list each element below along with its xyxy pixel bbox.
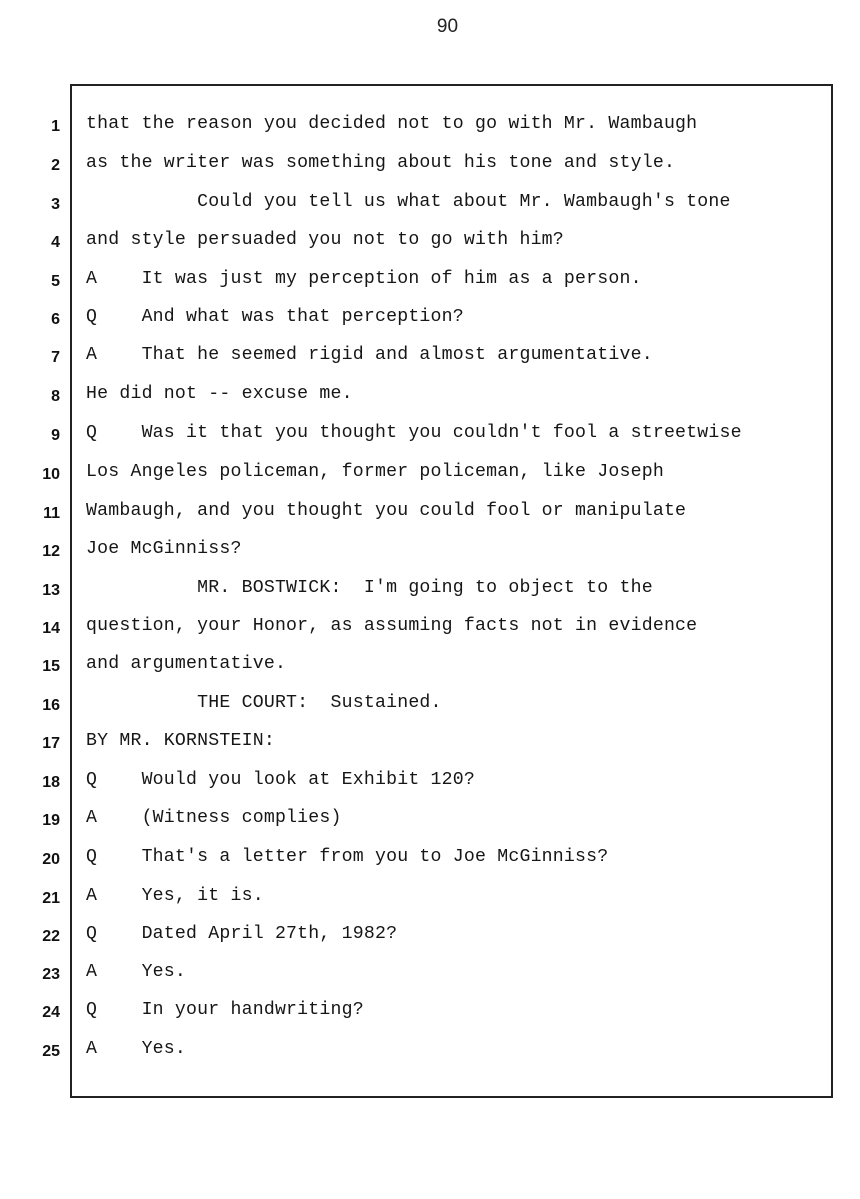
line-text: MR. BOSTWICK: I'm going to object to the [86, 578, 653, 598]
line-number: 8 [51, 388, 60, 405]
line-number: 25 [42, 1043, 60, 1060]
line-text: BY MR. KORNSTEIN: [86, 731, 275, 751]
line-number: 18 [42, 774, 60, 791]
transcript-line [0, 458, 860, 497]
transcript-line [0, 535, 860, 574]
line-number: 1 [51, 118, 60, 135]
line-number: 16 [42, 697, 60, 714]
line-text: Q In your handwriting? [86, 1000, 364, 1020]
line-text: and style persuaded you not to go with him? [86, 230, 564, 250]
line-text: He did not -- excuse me. [86, 384, 353, 404]
transcript-line [0, 689, 860, 728]
line-number: 9 [51, 427, 60, 444]
line-text: Los Angeles policeman, former policeman, like Joseph [86, 462, 664, 482]
line-number: 14 [42, 620, 60, 637]
transcript-line [0, 188, 860, 227]
line-number: 12 [42, 543, 60, 560]
line-text: Q Would you look at Exhibit 120? [86, 770, 475, 790]
transcript-line [0, 920, 860, 959]
line-text: A That he seemed rigid and almost argumentative. [86, 345, 653, 365]
transcript-line [0, 882, 860, 921]
transcript-line [0, 727, 860, 766]
line-number: 17 [42, 735, 60, 752]
transcript-line [0, 766, 860, 805]
line-number: 4 [51, 234, 60, 251]
line-number: 19 [42, 812, 60, 829]
line-number: 15 [42, 658, 60, 675]
transcript-line [0, 265, 860, 304]
line-number: 20 [42, 851, 60, 868]
line-number: 11 [43, 505, 60, 522]
transcript-line [0, 110, 860, 149]
line-number: 21 [42, 890, 60, 907]
transcript-line [0, 958, 860, 997]
line-number: 6 [51, 311, 60, 328]
line-text: A (Witness complies) [86, 808, 342, 828]
line-text: as the writer was something about his tone and style. [86, 153, 676, 173]
transcript-line [0, 419, 860, 458]
line-number: 22 [42, 928, 60, 945]
line-text: A Yes. [86, 962, 187, 982]
transcript-line [0, 380, 860, 419]
line-number: 23 [42, 966, 60, 983]
transcript-line [0, 612, 860, 651]
transcript-line [0, 226, 860, 265]
line-number: 2 [51, 157, 60, 174]
line-text: and argumentative. [86, 654, 287, 674]
line-text: Q Was it that you thought you couldn't fool a streetwise [86, 423, 742, 443]
transcript-line [0, 650, 860, 689]
line-text: Could you tell us what about Mr. Wambaugh's tone [86, 192, 731, 212]
page-number: 90 [436, 16, 459, 37]
transcript-line [0, 303, 860, 342]
line-number: 5 [51, 273, 60, 290]
line-number: 13 [42, 582, 60, 599]
line-text: THE COURT: Sustained. [86, 693, 442, 713]
transcript-line [0, 996, 860, 1035]
transcript-line [0, 1035, 860, 1074]
line-number: 3 [51, 196, 60, 213]
transcript-line [0, 574, 860, 613]
transcript-line [0, 843, 860, 882]
line-text: question, your Honor, as assuming facts not in evidence [86, 616, 698, 636]
line-text: A Yes, it is. [86, 886, 264, 906]
line-text: Q And what was that perception? [86, 307, 464, 327]
line-number: 7 [51, 349, 60, 366]
line-text: Joe McGinniss? [86, 539, 242, 559]
line-text: Q Dated April 27th, 1982? [86, 924, 398, 944]
line-text: Q That's a letter from you to Joe McGinniss? [86, 847, 609, 867]
line-text: A It was just my perception of him as a person. [86, 269, 642, 289]
line-number: 10 [42, 466, 60, 483]
transcript-line [0, 149, 860, 188]
transcript-line [0, 341, 860, 380]
transcript-line [0, 804, 860, 843]
line-text: A Yes. [86, 1039, 187, 1059]
transcript-line [0, 497, 860, 536]
line-text: that the reason you decided not to go with Mr. Wambaugh [86, 114, 698, 134]
line-number: 24 [42, 1004, 60, 1021]
line-text: Wambaugh, and you thought you could fool or manipulate [86, 501, 687, 521]
